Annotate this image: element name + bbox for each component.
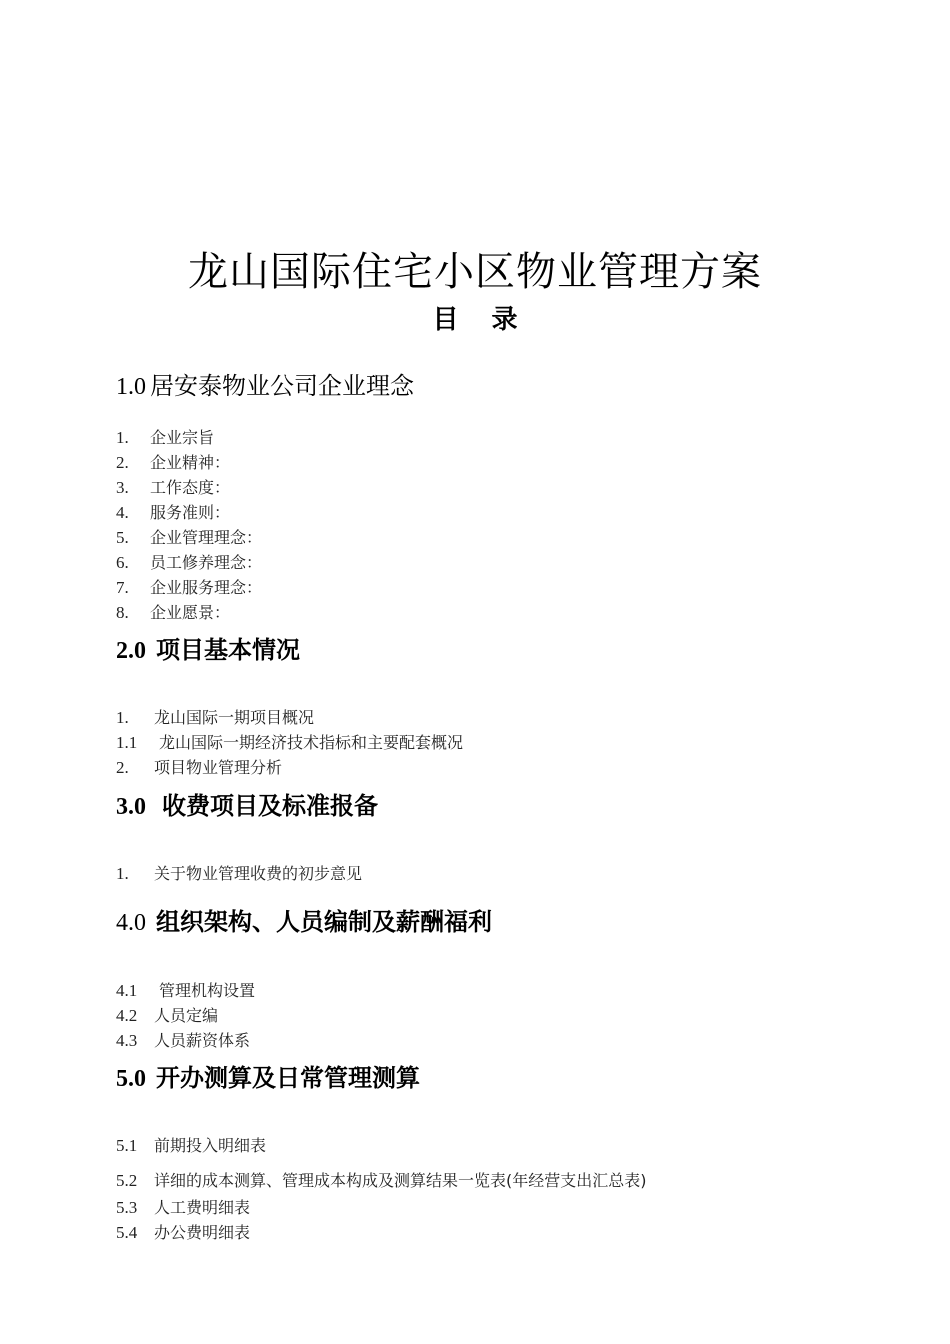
section-number: 2.0 (116, 638, 146, 664)
toc-item (116, 1134, 266, 1158)
section-number: 3.0 (116, 794, 146, 820)
section-heading-1 (116, 370, 414, 403)
toc-item (116, 1196, 250, 1220)
toc-item (116, 551, 262, 575)
item-text: 企业宗旨 (150, 428, 215, 447)
toc-item (116, 601, 230, 625)
item-number: 6. (116, 553, 129, 572)
toc-item (116, 526, 262, 550)
toc-item (116, 576, 262, 600)
item-text: 详细的成本测算、管理成本构成及测算结果一览表(年经营支出汇总表) (154, 1171, 647, 1190)
section-number: 1.0 (116, 374, 146, 400)
toc-item (116, 451, 230, 475)
item-text: 前期投入明细表 (154, 1136, 267, 1155)
toc-item (116, 1029, 250, 1053)
item-text: 企业服务理念： (150, 578, 263, 597)
item-number: 2. (116, 758, 129, 777)
toc-label: 目 录 (432, 305, 518, 335)
item-number: 5.4 (116, 1223, 138, 1242)
document-title: 龙山国际住宅小区物业管理方案 (188, 249, 762, 295)
item-text: 办公费明细表 (154, 1223, 251, 1242)
item-number: 1. (116, 864, 129, 883)
item-number: 1.1 (116, 733, 138, 752)
item-text: 人员定编 (154, 1006, 219, 1025)
section-title: 项目基本情况 (156, 636, 300, 664)
item-number: 4.3 (116, 1031, 138, 1050)
toc-item (116, 756, 282, 780)
item-text: 龙山国际一期项目概况 (154, 708, 315, 727)
toc-item (116, 862, 362, 886)
item-text: 人员薪资体系 (154, 1031, 251, 1050)
section-number: 5.0 (116, 1066, 146, 1092)
item-number: 5.3 (116, 1198, 138, 1217)
toc-item (116, 1221, 250, 1245)
toc-item (116, 706, 314, 730)
item-text: 企业精神： (150, 453, 231, 472)
item-text: 人工费明细表 (154, 1198, 251, 1217)
item-number: 5. (116, 528, 129, 547)
section-title: 居安泰物业公司企业理念 (150, 372, 414, 400)
item-text: 员工修养理念： (150, 553, 263, 572)
item-text: 项目物业管理分析 (154, 758, 283, 777)
item-number: 8. (116, 603, 129, 622)
item-text: 服务准则： (150, 503, 231, 522)
item-number: 5.1 (116, 1136, 138, 1155)
toc-item (116, 476, 230, 500)
section-title: 开办测算及日常管理测算 (156, 1064, 420, 1092)
section-title: 收费项目及标准报备 (162, 792, 378, 820)
toc-item (116, 979, 255, 1003)
item-number: 4.2 (116, 1006, 138, 1025)
item-text: 龙山国际一期经济技术指标和主要配套概况 (159, 733, 464, 752)
toc-item (116, 426, 214, 450)
item-number: 1. (116, 708, 129, 727)
item-text: 关于物业管理收费的初步意见 (154, 864, 363, 883)
section-heading-5 (116, 1062, 420, 1095)
section-number: 4.0 (116, 910, 146, 936)
item-text: 企业管理理念： (150, 528, 263, 547)
item-number: 3. (116, 478, 129, 497)
item-number: 7. (116, 578, 129, 597)
toc-item (116, 1169, 647, 1193)
item-text: 管理机构设置 (159, 981, 256, 1000)
item-number: 4. (116, 503, 129, 522)
section-title: 组织架构、人员编制及薪酬福利 (156, 908, 492, 936)
section-heading-4 (116, 906, 492, 939)
item-number: 1. (116, 428, 129, 447)
item-text: 企业愿景： (150, 603, 231, 622)
toc-item (116, 1004, 218, 1028)
toc-item (116, 501, 230, 525)
toc-item (116, 731, 463, 755)
item-number: 4.1 (116, 981, 138, 1000)
section-heading-2 (116, 634, 300, 667)
item-text: 工作态度： (150, 478, 231, 497)
item-number: 2. (116, 453, 129, 472)
section-heading-3 (116, 790, 378, 823)
item-number: 5.2 (116, 1171, 138, 1190)
